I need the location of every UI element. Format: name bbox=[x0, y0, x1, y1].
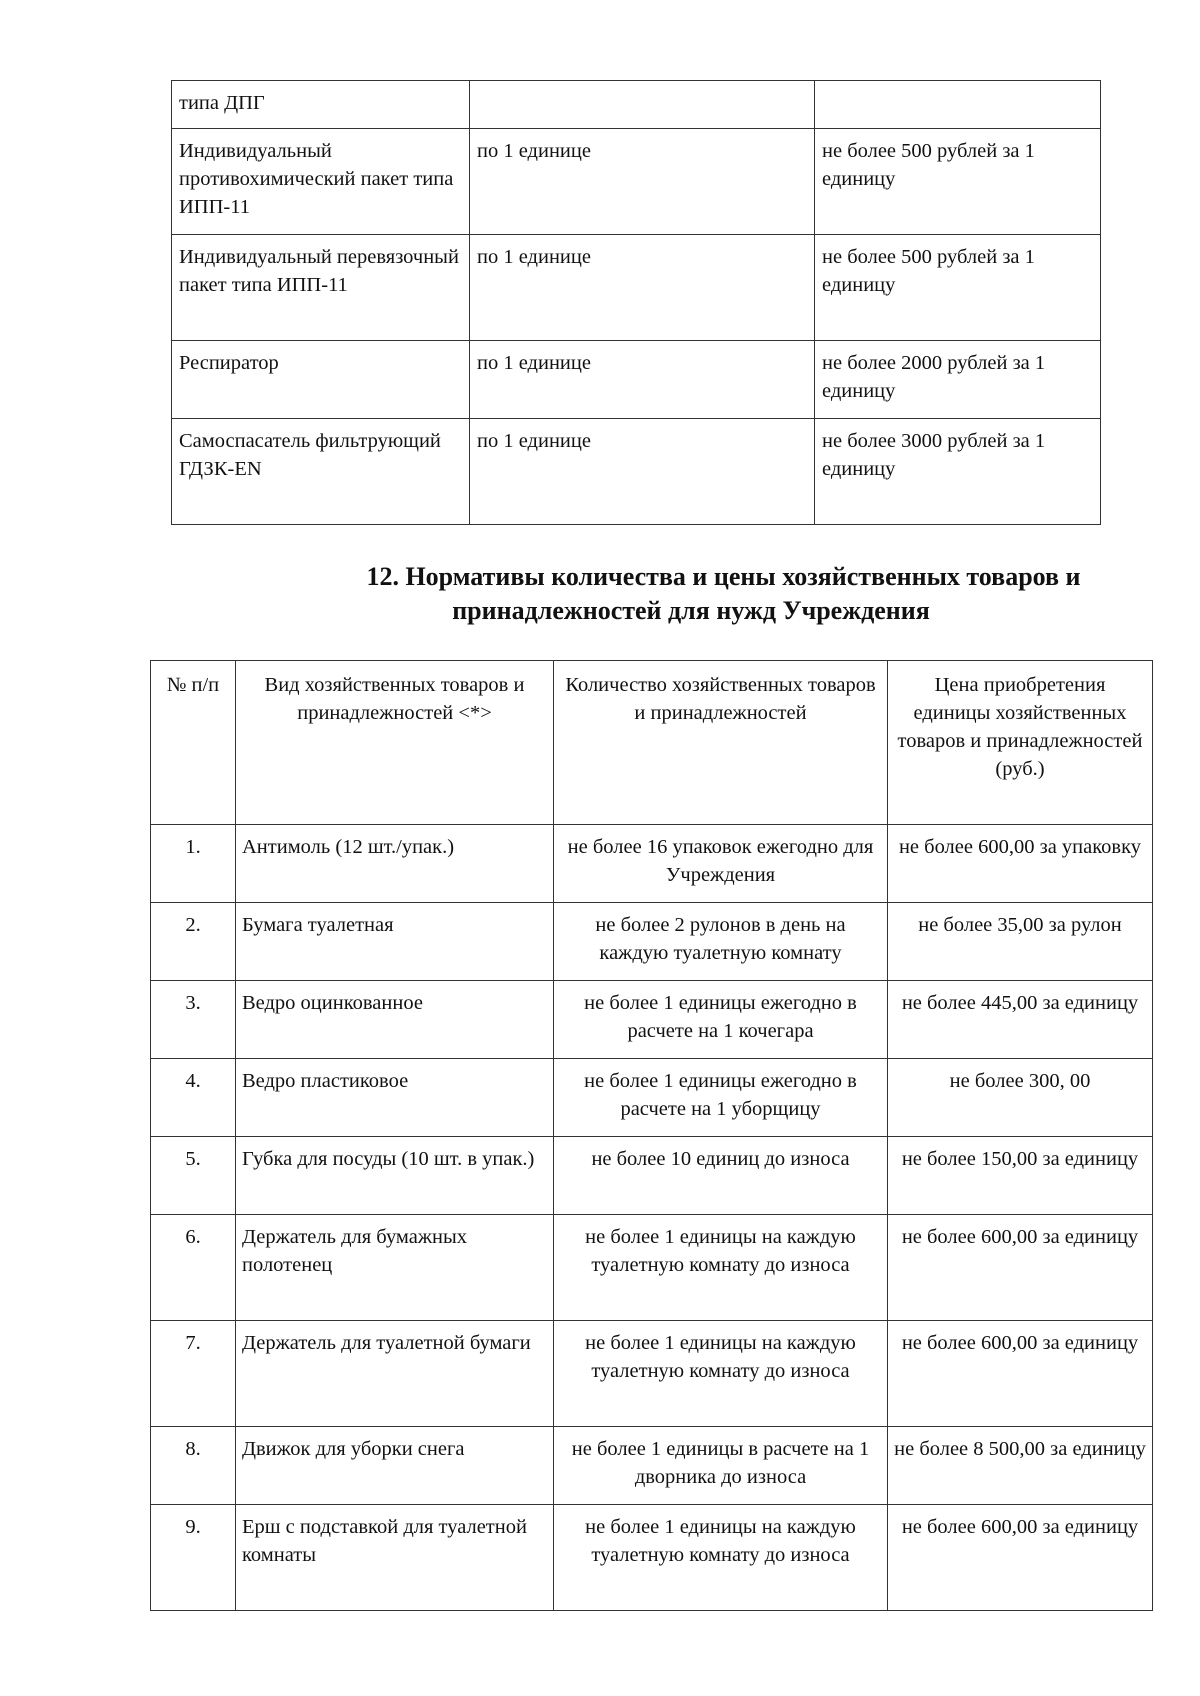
item-name: Антимоль (12 шт./упак.) bbox=[236, 825, 554, 903]
section-title-line1: 12. Нормативы количества и цены хозяйственных товаров и bbox=[366, 562, 1081, 591]
section-title-line2: принадлежностей для нужд Учреждения bbox=[452, 596, 930, 625]
table-row bbox=[151, 903, 1153, 981]
item-name: Респиратор bbox=[172, 341, 470, 419]
table-row bbox=[172, 235, 1101, 341]
item-price: не более 150,00 за единицу bbox=[888, 1137, 1153, 1215]
row-number: 8. bbox=[151, 1427, 236, 1505]
item-quantity: не более 1 единицы на каждую туалетную комнату до износа bbox=[554, 1505, 888, 1611]
household-goods-table bbox=[150, 660, 1153, 1611]
row-number: 9. bbox=[151, 1505, 236, 1611]
item-name: Держатель для бумажных полотенец bbox=[236, 1215, 554, 1321]
item-name: Ведро пластиковое bbox=[236, 1059, 554, 1137]
table-row bbox=[151, 825, 1153, 903]
item-name: Ерш с подставкой для туалетной комнаты bbox=[236, 1505, 554, 1611]
item-quantity: не более 2 рулонов в день на каждую туалетную комнату bbox=[554, 903, 888, 981]
header-number: № п/п bbox=[151, 661, 236, 825]
item-price: не более 600,00 за упаковку bbox=[888, 825, 1153, 903]
item-quantity: не более 1 единицы ежегодно в расчете на 1 кочегара bbox=[554, 981, 888, 1059]
item-price: не более 600,00 за единицу bbox=[888, 1321, 1153, 1427]
item-quantity bbox=[470, 81, 815, 129]
item-name: Индивидуальный перевязочный пакет типа ИПП-11 bbox=[172, 235, 470, 341]
item-price: не более 445,00 за единицу bbox=[888, 981, 1153, 1059]
item-price: не более 3000 рублей за 1 единицу bbox=[815, 419, 1101, 525]
row-number: 4. bbox=[151, 1059, 236, 1137]
row-number: 6. bbox=[151, 1215, 236, 1321]
table-header-row bbox=[151, 661, 1153, 825]
item-price: не более 600,00 за единицу bbox=[888, 1215, 1153, 1321]
row-number: 7. bbox=[151, 1321, 236, 1427]
item-price bbox=[815, 81, 1101, 129]
item-quantity: не более 16 упаковок ежегодно для Учреждения bbox=[554, 825, 888, 903]
table-row bbox=[172, 81, 1101, 129]
table-row bbox=[151, 1321, 1153, 1427]
item-quantity: не более 1 единицы ежегодно в расчете на 1 уборщицу bbox=[554, 1059, 888, 1137]
table-row bbox=[151, 1137, 1153, 1215]
item-quantity: по 1 единице bbox=[470, 235, 815, 341]
row-number: 2. bbox=[151, 903, 236, 981]
item-quantity: не более 10 единиц до износа bbox=[554, 1137, 888, 1215]
item-price: не более 600,00 за единицу bbox=[888, 1505, 1153, 1611]
item-quantity: по 1 единице bbox=[470, 419, 815, 525]
item-quantity: не более 1 единицы в расчете на 1 дворника до износа bbox=[554, 1427, 888, 1505]
item-name: Движок для уборки снега bbox=[236, 1427, 554, 1505]
item-name: Держатель для туалетной бумаги bbox=[236, 1321, 554, 1427]
item-price: не более 8 500,00 за единицу bbox=[888, 1427, 1153, 1505]
item-name: Бумага туалетная bbox=[236, 903, 554, 981]
item-quantity: по 1 единице bbox=[470, 341, 815, 419]
row-number: 5. bbox=[151, 1137, 236, 1215]
table-row bbox=[172, 129, 1101, 235]
top-table bbox=[171, 80, 1101, 525]
item-price: не более 500 рублей за 1 единицу bbox=[815, 235, 1101, 341]
table-row bbox=[151, 981, 1153, 1059]
table-row bbox=[172, 419, 1101, 525]
item-quantity: не более 1 единицы на каждую туалетную комнату до износа bbox=[554, 1321, 888, 1427]
table-row bbox=[151, 1215, 1153, 1321]
row-number: 1. bbox=[151, 825, 236, 903]
header-quantity: Количество хозяйственных товаров и принадлежностей bbox=[554, 661, 888, 825]
item-price: не более 2000 рублей за 1 единицу bbox=[815, 341, 1101, 419]
section-title bbox=[150, 560, 1152, 628]
header-item-type: Вид хозяйственных товаров и принадлежностей <*> bbox=[236, 661, 554, 825]
item-name: типа ДПГ bbox=[172, 81, 470, 129]
table-row bbox=[151, 1059, 1153, 1137]
item-name: Губка для посуды (10 шт. в упак.) bbox=[236, 1137, 554, 1215]
item-price: не более 35,00 за рулон bbox=[888, 903, 1153, 981]
item-name: Индивидуальный противохимический пакет типа ИПП-11 bbox=[172, 129, 470, 235]
table-row bbox=[151, 1427, 1153, 1505]
table-row bbox=[172, 341, 1101, 419]
item-name: Самоспасатель фильтрующий ГДЗК-EN bbox=[172, 419, 470, 525]
item-price: не более 500 рублей за 1 единицу bbox=[815, 129, 1101, 235]
item-quantity: не более 1 единицы на каждую туалетную комнату до износа bbox=[554, 1215, 888, 1321]
table-row bbox=[151, 1505, 1153, 1611]
row-number: 3. bbox=[151, 981, 236, 1059]
item-name: Ведро оцинкованное bbox=[236, 981, 554, 1059]
item-price: не более 300, 00 bbox=[888, 1059, 1153, 1137]
header-price: Цена приобретения единицы хозяйственных товаров и принадлежностей (руб.) bbox=[888, 661, 1153, 825]
item-quantity: по 1 единице bbox=[470, 129, 815, 235]
